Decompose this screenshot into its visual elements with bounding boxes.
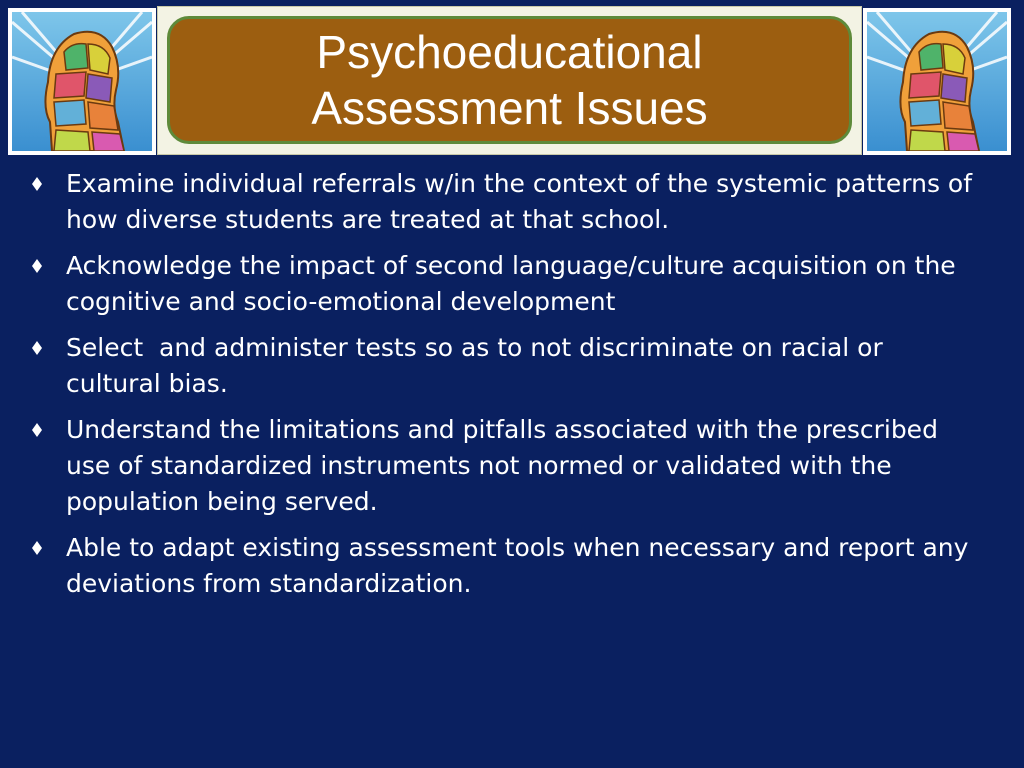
head-silhouette-icon — [12, 12, 152, 151]
bullet-item — [30, 412, 980, 520]
bullet-item — [30, 166, 980, 238]
multicultural-faces-image-left — [8, 8, 156, 155]
bullet-text: Able to adapt existing assessment tools when necessary and report any deviations from standardization. — [66, 533, 969, 598]
head-silhouette-icon — [867, 12, 1007, 151]
diamond-bullet-icon — [32, 530, 44, 566]
slide-body — [30, 166, 980, 612]
diamond-bullet-icon — [32, 412, 44, 448]
diamond-bullet-icon — [32, 248, 44, 284]
bullet-item — [30, 248, 980, 320]
bullet-text: Select and administer tests so as to not discriminate on racial or cultural bias. — [66, 333, 891, 398]
bullet-list — [30, 166, 980, 602]
diamond-bullet-icon — [32, 166, 44, 202]
title-box — [167, 16, 852, 144]
bullet-text: Examine individual referrals w/in the context of the systemic patterns of how diverse students are treated at that school. — [66, 169, 973, 234]
slide-title — [311, 24, 707, 136]
diamond-bullet-icon — [32, 330, 44, 366]
title-frame — [157, 6, 862, 155]
title-line-1: Psychoeducational — [316, 26, 703, 78]
bullet-item — [30, 530, 980, 602]
bullet-item — [30, 330, 980, 402]
multicultural-faces-image-right — [863, 8, 1011, 155]
bullet-text: Understand the limitations and pitfalls associated with the prescribed use of standardized instruments not normed or validated with the population being served. — [66, 415, 938, 516]
bullet-text: Acknowledge the impact of second language/culture acquisition on the cognitive and socio-emotional development — [66, 251, 956, 316]
title-line-2: Assessment Issues — [311, 82, 708, 134]
